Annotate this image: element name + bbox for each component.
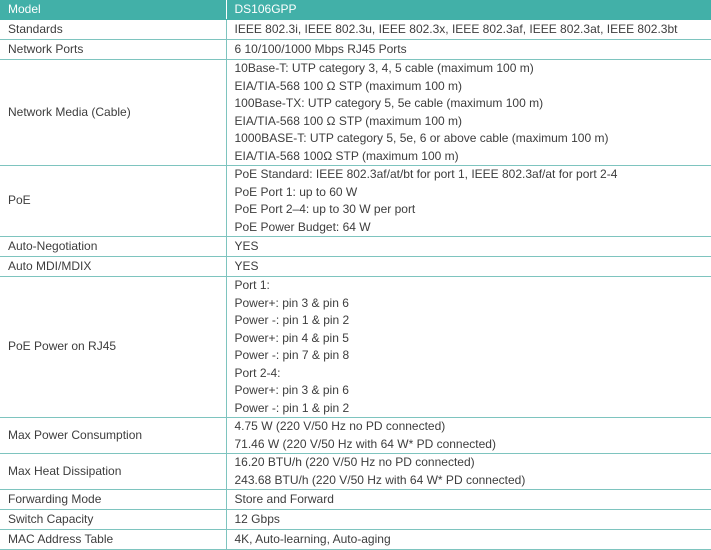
spec-value-line: EIA/TIA-568 100 Ω STP (maximum 100 m) [235,78,711,96]
spec-row [0,510,711,530]
spec-label: PoE Power on RJ45 [0,277,226,418]
spec-value-line: EIA/TIA-568 100Ω STP (maximum 100 m) [235,148,711,166]
spec-row [0,20,711,40]
spec-value-line: EIA/TIA-568 100 Ω STP (maximum 100 m) [235,113,711,131]
spec-label: Forwarding Mode [0,490,226,510]
spec-value-line: Store and Forward [235,491,711,509]
spec-row [0,166,711,237]
spec-value-line: Power -: pin 7 & pin 8 [235,347,711,365]
spec-value [226,277,711,418]
header-label: Model [0,0,226,20]
spec-label: Max Heat Dissipation [0,454,226,490]
spec-value-line: 100Base-TX: UTP category 5, 5e cable (maximum 100 m) [235,95,711,113]
spec-value-line: 4K, Auto-learning, Auto-aging [235,531,711,549]
spec-label: Standards [0,20,226,40]
spec-value [226,20,711,40]
spec-value [226,60,711,166]
spec-value [226,510,711,530]
spec-row [0,257,711,277]
spec-value-line: 6 10/100/1000 Mbps RJ45 Ports [235,41,711,59]
spec-value-line: 16.20 BTU/h (220 V/50 Hz no PD connected) [235,454,711,472]
spec-value [226,40,711,60]
header-row [0,0,711,20]
spec-row [0,40,711,60]
spec-value-line: YES [235,238,711,256]
spec-label: Network Media (Cable) [0,60,226,166]
spec-value-line: 10Base-T: UTP category 3, 4, 5 cable (maximum 100 m) [235,60,711,78]
spec-label: Max Power Consumption [0,418,226,454]
spec-value [226,257,711,277]
spec-value-line: PoE Port 1: up to 60 W [235,184,711,202]
spec-label: MAC Address Table [0,530,226,550]
spec-value-line: Power+: pin 4 & pin 5 [235,330,711,348]
spec-value-line: PoE Power Budget: 64 W [235,219,711,237]
spec-value-line: PoE Standard: IEEE 802.3af/at/bt for port 1, IEEE 802.3af/at for port 2-4 [235,166,711,184]
spec-row [0,60,711,166]
spec-value-line: PoE Port 2–4: up to 30 W per port [235,201,711,219]
spec-value-line: Power -: pin 1 & pin 2 [235,400,711,418]
spec-value-line: Power+: pin 3 & pin 6 [235,295,711,313]
spec-value-line: IEEE 802.3i, IEEE 802.3u, IEEE 802.3x, IEEE 802.3af, IEEE 802.3at, IEEE 802.3bt [235,21,711,39]
spec-value-line: Port 2-4: [235,365,711,383]
spec-value [226,166,711,237]
spec-value-line: YES [235,258,711,276]
spec-row [0,530,711,550]
spec-value-line: 1000BASE-T: UTP category 5, 5e, 6 or above cable (maximum 100 m) [235,130,711,148]
spec-label: Auto-Negotiation [0,237,226,257]
spec-value-line: 12 Gbps [235,511,711,529]
spec-label: Network Ports [0,40,226,60]
spec-label: Auto MDI/MDIX [0,257,226,277]
header-value: DS106GPP [226,0,711,20]
spec-value [226,454,711,490]
spec-row [0,237,711,257]
spec-value-line: Power -: pin 1 & pin 2 [235,312,711,330]
spec-value-line: Port 1: [235,277,711,295]
spec-value-line: 243.68 BTU/h (220 V/50 Hz with 64 W* PD connected) [235,472,711,490]
spec-value-line: 71.46 W (220 V/50 Hz with 64 W* PD connected) [235,436,711,454]
spec-label: PoE [0,166,226,237]
spec-value [226,490,711,510]
spec-row [0,277,711,418]
spec-row [0,418,711,454]
spec-value [226,418,711,454]
spec-value-line: Power+: pin 3 & pin 6 [235,382,711,400]
spec-value [226,530,711,550]
spec-label: Switch Capacity [0,510,226,530]
spec-row [0,454,711,490]
spec-row [0,490,711,510]
spec-value-line: 4.75 W (220 V/50 Hz no PD connected) [235,418,711,436]
spec-value [226,237,711,257]
